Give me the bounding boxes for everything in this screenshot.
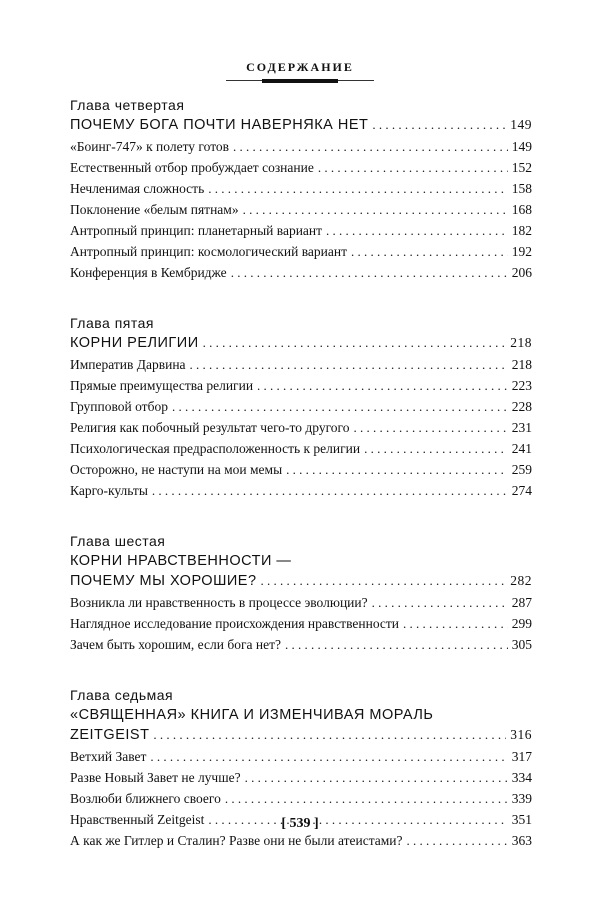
- toc-entry-title: Антропный принцип: планетарный вариант: [70, 223, 323, 238]
- toc-entry-page: 228: [511, 399, 532, 414]
- dot-leader: [351, 241, 508, 262]
- toc-entry[interactable]: [70, 438, 532, 459]
- toc-entry[interactable]: [70, 375, 532, 396]
- dot-leader: [326, 220, 508, 241]
- toc-entry[interactable]: [70, 459, 532, 480]
- dot-leader: [257, 375, 508, 396]
- header-rule-accent: [262, 79, 338, 83]
- chapter-title-entry-title: ZEITGEIST: [70, 727, 150, 743]
- toc-entry-page: 149: [511, 139, 532, 154]
- toc-entry-title: Ветхий Завет: [70, 749, 147, 764]
- dot-leader: [318, 157, 508, 178]
- toc-entry-title: Разве Новый Завет не лучше?: [70, 770, 241, 785]
- toc-entry-title: Возлюби ближнего своего: [70, 791, 221, 806]
- chapter-title-line: КОРНИ НРАВСТВЕННОСТИ —: [70, 553, 292, 569]
- toc-entry-page: 206: [511, 265, 532, 280]
- toc-entry-title: Возникла ли нравственность в процессе эволюции?: [70, 595, 368, 610]
- dot-leader: [190, 354, 508, 375]
- toc-entry[interactable]: [70, 746, 532, 767]
- dot-leader: [233, 136, 508, 157]
- toc-entry[interactable]: [70, 634, 532, 655]
- toc-entry-title: Антропный принцип: космологический вариант: [70, 244, 347, 259]
- toc-entry-title: Прямые преимущества религии: [70, 378, 254, 393]
- toc-entry-page: 287: [511, 595, 532, 610]
- dot-leader: [208, 178, 508, 199]
- toc-entry[interactable]: [70, 480, 532, 501]
- dot-leader: [225, 788, 508, 809]
- chapter-title-entry[interactable]: [70, 571, 532, 591]
- chapter-label: Глава пятая: [70, 315, 154, 331]
- chapter-title-entry[interactable]: [70, 115, 532, 135]
- toc-entry-title: Наглядное исследование происхождения нравственности: [70, 616, 400, 631]
- chapter-title-line: «СВЯЩЕННАЯ» КНИГА И ИЗМЕНЧИВАЯ МОРАЛЬ: [70, 707, 434, 723]
- dot-leader: [353, 417, 507, 438]
- chapter-title-entry-title: ПОЧЕМУ БОГА ПОЧТИ НАВЕРНЯКА НЕТ: [70, 117, 369, 133]
- dot-leader: [203, 333, 507, 353]
- dot-leader: [403, 613, 508, 634]
- toc-entry-title: Осторожно, не наступи на мои мемы: [70, 462, 283, 477]
- toc-entry[interactable]: [70, 157, 532, 178]
- dot-leader: [231, 262, 508, 283]
- toc-entry-page: 351: [511, 812, 532, 827]
- dot-leader: [245, 767, 508, 788]
- dot-leader: [364, 438, 508, 459]
- header-title: СОДЕРЖАНИЕ: [246, 60, 354, 74]
- toc-entry[interactable]: [70, 592, 532, 613]
- toc-entry[interactable]: [70, 417, 532, 438]
- toc-entry-title: Психологическая предрасположенность к религии: [70, 441, 361, 456]
- toc-entry-title: Конференция в Кембридже: [70, 265, 227, 280]
- toc-entry-page: 259: [511, 462, 532, 477]
- toc-entry-title: Групповой отбор: [70, 399, 168, 414]
- toc-entry[interactable]: [70, 788, 532, 809]
- dot-leader: [243, 199, 508, 220]
- toc-entry-title: Естественный отбор пробуждает сознание: [70, 160, 314, 175]
- chapter-title-entry-page: 282: [510, 573, 532, 588]
- toc-entry-page: 305: [511, 637, 532, 652]
- toc-entry-page: 274: [511, 483, 532, 498]
- toc-entry-page: 218: [511, 357, 532, 372]
- toc-entry[interactable]: [70, 354, 532, 375]
- toc-entry[interactable]: [70, 830, 532, 851]
- toc-entry-page: 241: [511, 441, 532, 456]
- toc-entry[interactable]: [70, 199, 532, 220]
- toc-entry-page: 334: [511, 770, 532, 785]
- toc-entry-page: 223: [511, 378, 532, 393]
- toc-entry-title: Поклонение «белым пятнам»: [70, 202, 239, 217]
- chapter-section: [70, 314, 532, 501]
- toc-entry[interactable]: [70, 241, 532, 262]
- toc-entry[interactable]: [70, 178, 532, 199]
- chapter-label: Глава четвертая: [70, 97, 185, 113]
- toc-entry[interactable]: [70, 767, 532, 788]
- dot-leader: [152, 480, 508, 501]
- toc-entry-title: Императив Дарвина: [70, 357, 186, 372]
- toc-entry-page: 231: [511, 420, 532, 435]
- toc-entry[interactable]: [70, 136, 532, 157]
- chapter-title-entry-page: 316: [510, 727, 532, 742]
- toc-entry-title: Религия как побочный результат чего-то другого: [70, 420, 350, 435]
- chapter-label: Глава шестая: [70, 533, 166, 549]
- page-number: [ 539 ]: [281, 816, 319, 831]
- toc-entry-title: А как же Гитлер и Сталин? Разве они не были атеистами?: [70, 833, 403, 848]
- dot-leader: [372, 115, 506, 135]
- chapter-title-entry[interactable]: [70, 333, 532, 353]
- dot-leader: [407, 830, 508, 851]
- toc-entry-page: 317: [511, 749, 532, 764]
- dot-leader: [261, 571, 507, 591]
- toc-entry-page: 152: [511, 160, 532, 175]
- chapter-section: [70, 532, 532, 655]
- dot-leader: [286, 459, 508, 480]
- toc-entry[interactable]: [70, 220, 532, 241]
- chapter-title-entry-title: КОРНИ РЕЛИГИИ: [70, 335, 199, 351]
- toc-entry-page: 182: [511, 223, 532, 238]
- toc-entry[interactable]: [70, 262, 532, 283]
- toc-entry-title: Зачем быть хорошим, если бога нет?: [70, 637, 281, 652]
- chapter-title-entry-page: 218: [510, 335, 532, 350]
- toc-entry[interactable]: [70, 613, 532, 634]
- toc-entry-title: Карго-культы: [70, 483, 148, 498]
- dot-leader: [150, 746, 507, 767]
- toc-entry[interactable]: [70, 396, 532, 417]
- toc-entry-title: Нечленимая сложность: [70, 181, 205, 196]
- chapter-section: [70, 96, 532, 283]
- chapter-title-entry[interactable]: [70, 725, 532, 745]
- toc-entry-page: 158: [511, 181, 532, 196]
- toc-entry-page: 192: [511, 244, 532, 259]
- dot-leader: [153, 725, 506, 745]
- toc-entry-page: 168: [511, 202, 532, 217]
- running-header: [0, 58, 600, 76]
- chapter-title-entry-title: ПОЧЕМУ МЫ ХОРОШИЕ?: [70, 573, 257, 589]
- toc-entry-title: Нравственный Zeitgeist: [70, 812, 205, 827]
- chapter-title-entry-page: 149: [510, 117, 532, 132]
- toc-entry-page: 299: [511, 616, 532, 631]
- table-of-contents: [70, 96, 532, 882]
- dot-leader: [372, 592, 508, 613]
- dot-leader: [285, 634, 508, 655]
- toc-entry-title: «Боинг-747» к полету готов: [70, 139, 230, 154]
- toc-entry-page: 363: [511, 833, 532, 848]
- toc-entry-page: 339: [511, 791, 532, 806]
- chapter-label: Глава седьмая: [70, 687, 174, 703]
- dot-leader: [172, 396, 508, 417]
